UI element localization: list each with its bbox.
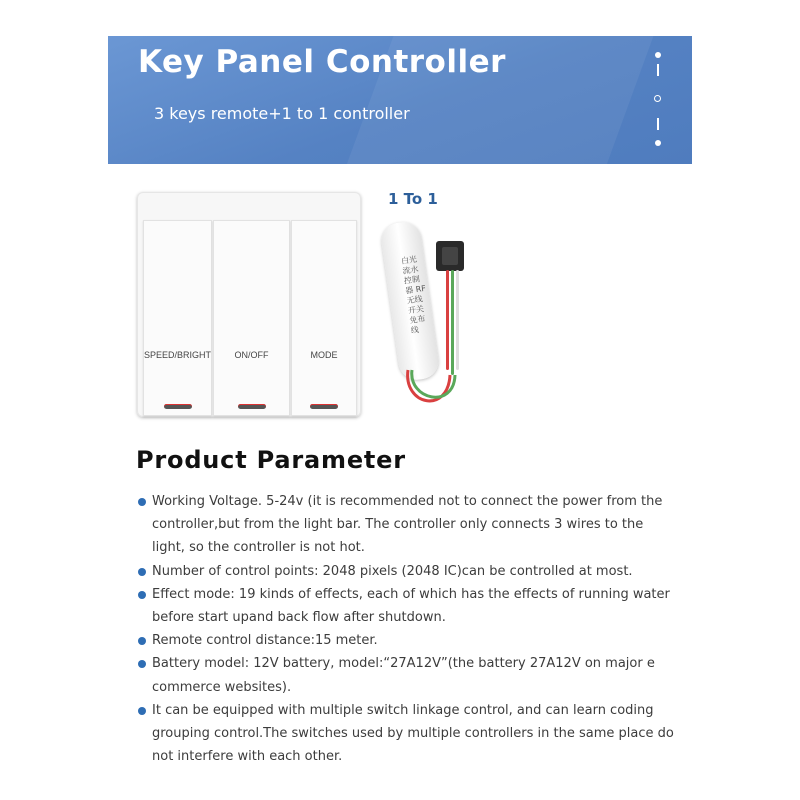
list-item-text: Battery model: 12V battery, model:“27A12V”(the battery 27A12V on major e commerce websites). — [152, 656, 655, 695]
list-item — [138, 490, 678, 560]
key-panel-remote-image — [137, 192, 361, 417]
decorative-dots-icon — [650, 52, 666, 152]
bullet-icon — [138, 637, 146, 645]
list-item — [138, 583, 678, 629]
bullet-icon — [138, 591, 146, 599]
section-title: Product Parameter — [136, 446, 406, 474]
list-item-text: Number of control points: 2048 pixels (2048 IC)can be controlled at most. — [152, 563, 633, 579]
list-item-text: Remote control distance:15 meter. — [152, 633, 378, 649]
list-item — [138, 560, 678, 583]
list-item — [138, 652, 678, 698]
key-led-icon — [164, 404, 192, 409]
list-item-text: Effect mode: 19 kinds of effects, each of which has the effects of running water before start upand back flow after shutdown. — [152, 586, 670, 626]
banner-title: Key Panel Controller — [138, 44, 506, 80]
bullet-icon — [138, 498, 146, 506]
connector-plug-icon — [436, 241, 464, 271]
bullet-icon — [138, 707, 146, 715]
banner-subtitle: 3 keys remote+1 to 1 controller — [154, 104, 410, 123]
bullet-icon — [138, 568, 146, 576]
header-banner — [108, 36, 692, 164]
key-on-off — [213, 220, 290, 416]
controller-caption: 1 To 1 — [388, 190, 438, 208]
parameter-list — [138, 490, 678, 768]
key-label: SPEED/BRIGHT — [143, 350, 211, 360]
key-label: MODE — [310, 350, 338, 360]
wire-loop-icon — [398, 360, 468, 420]
list-item-text: Working Voltage. 5-24v (it is recommended not to connect the power from the controller,but from the light bar. The controller only connects 3 wires to the light, so the controller is not hot. — [152, 494, 663, 556]
wire-white — [456, 270, 459, 370]
key-speed-bright — [143, 220, 212, 416]
list-item — [138, 699, 678, 769]
controller-print: 白光流水控制器 RF无线开关免布线 — [400, 254, 427, 336]
list-item-text: It can be equipped with multiple switch linkage control, and can learn coding grouping control.The switches used by multiple controllers in the same place do not interfere with each other. — [152, 702, 674, 765]
key-mode — [291, 220, 357, 416]
key-led-icon — [238, 404, 266, 409]
key-label: ON/OFF — [234, 350, 269, 360]
key-led-icon — [310, 404, 338, 409]
wire-red — [446, 270, 449, 370]
list-item — [138, 629, 678, 652]
bullet-icon — [138, 660, 146, 668]
